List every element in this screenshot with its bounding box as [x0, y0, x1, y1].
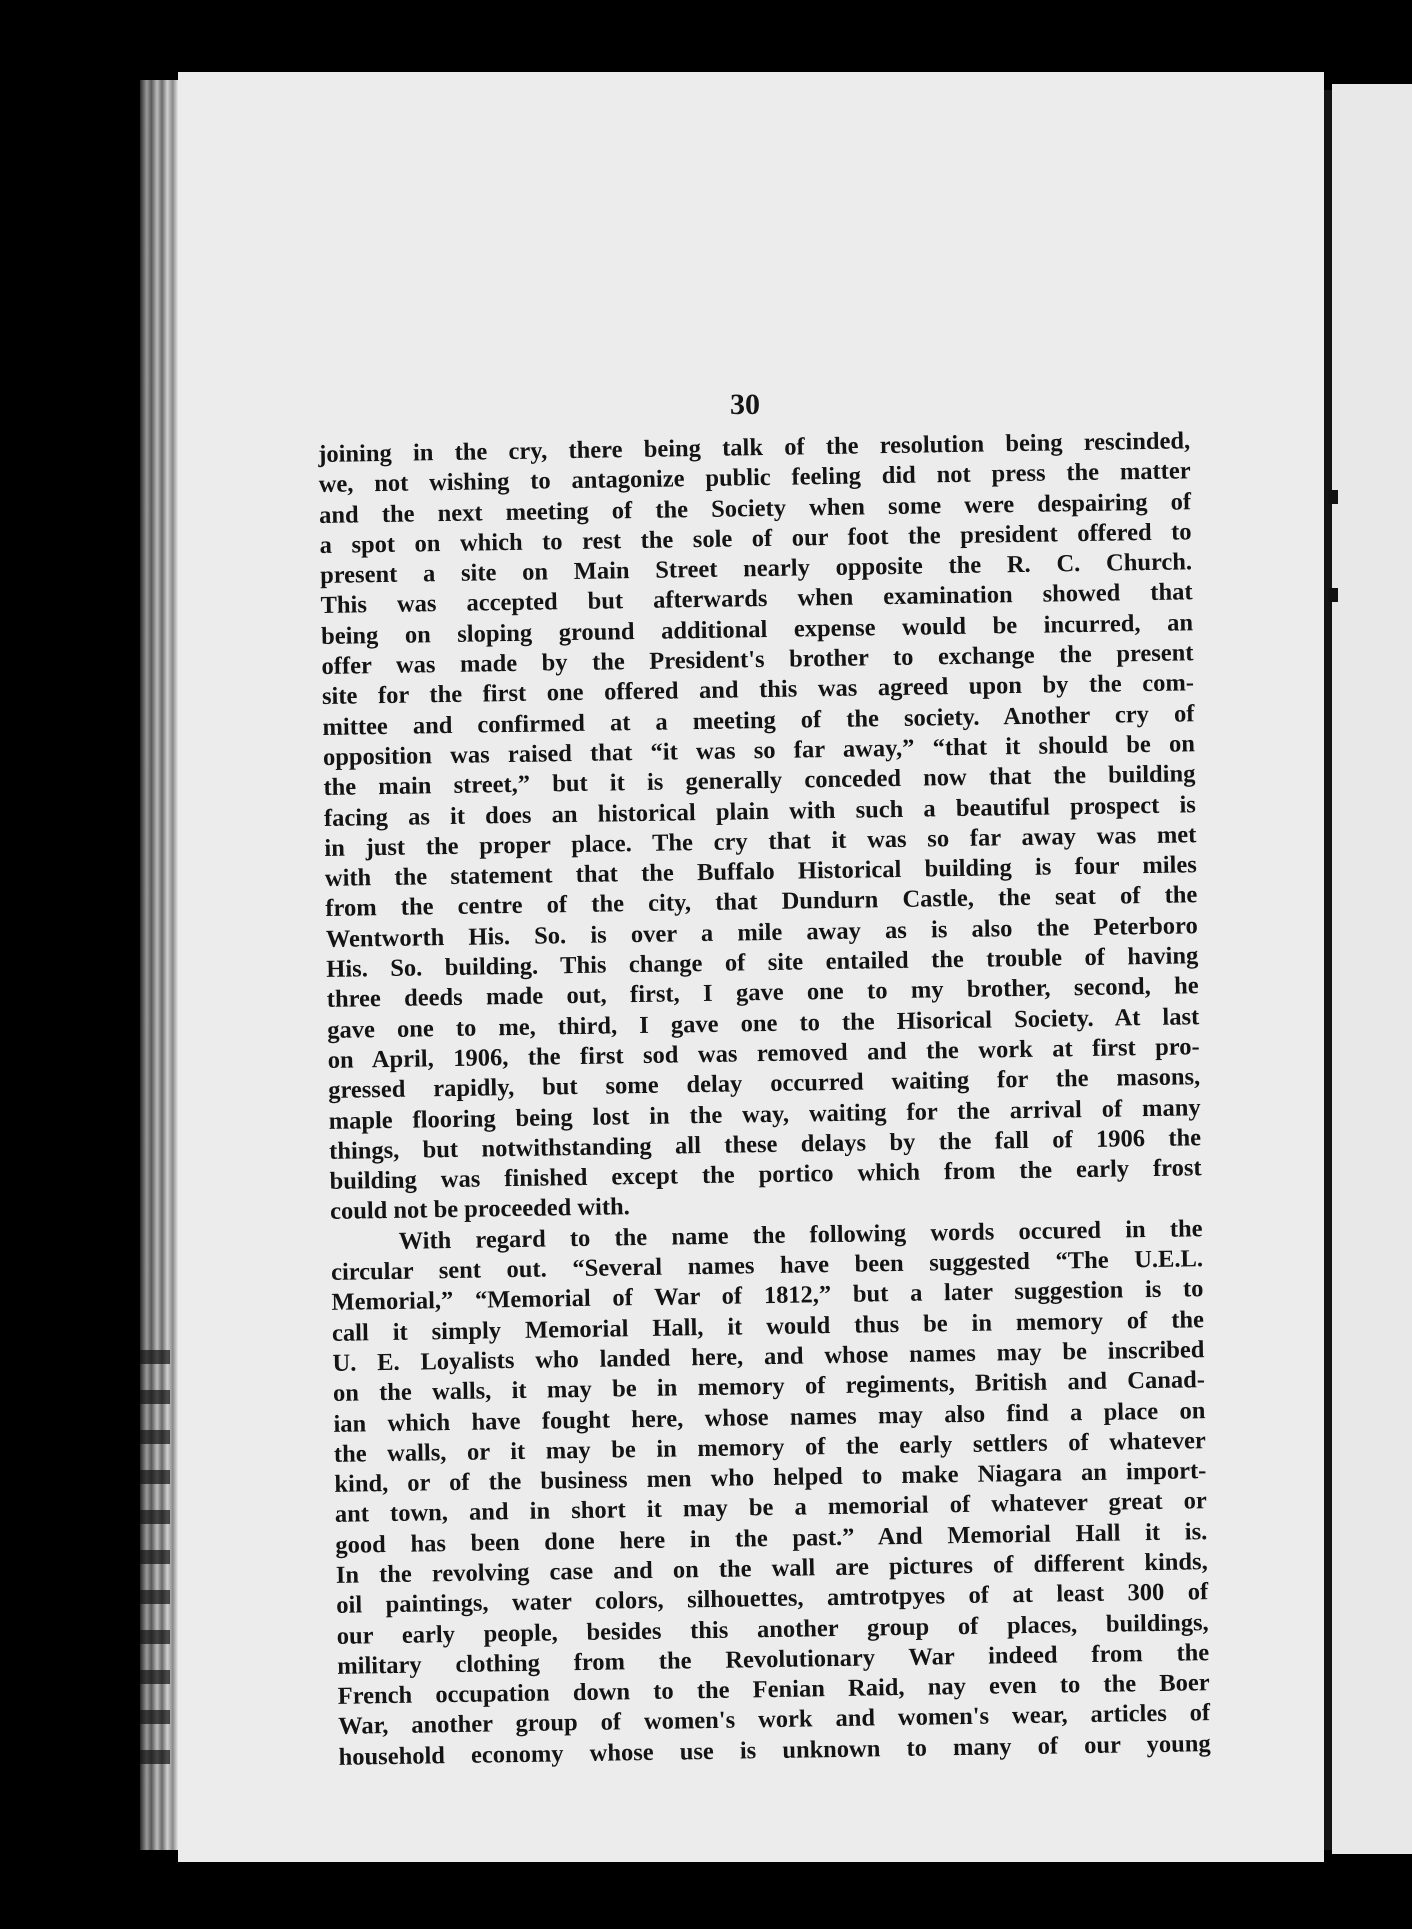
text-line: we, not wishing to antagonize public feeling did not press the matter [318, 457, 1191, 499]
text-line: on the walls, it may be in memory of regiments, British and Canad- [332, 1366, 1206, 1408]
text-line: our early people, besides this another group of places, buildings, [336, 1608, 1209, 1650]
text-line: present a site on Main Street nearly opposite the R. C. Church. [319, 548, 1193, 590]
text-line: building was finished except the portico which from the early frost [329, 1154, 1202, 1196]
text-line: the main street,” but it is generally conceded now that the building [323, 760, 1196, 802]
text-line: gave one to me, third, I gave one to the Hisorical Society. At last [327, 1002, 1200, 1044]
body-text [318, 426, 1211, 1773]
text-line: three deeds made out, first, I gave one to my brother, second, he [326, 972, 1199, 1014]
text-line: In the revolving case and on the wall are pictures of different kinds, [335, 1548, 1208, 1589]
text-line: Wentworth His. So. is over a mile away as is also the Peterboro [325, 911, 1198, 953]
text-line: could not be proceeded with. [329, 1193, 630, 1226]
text-line: good has been done here in the past.” And Memorial Hall it is. [335, 1517, 1208, 1559]
text-line: the walls, or it may be in memory of the early settlers of whatever [333, 1426, 1207, 1468]
text-line: and the next meeting of the Society when some were despairing of [318, 487, 1192, 529]
text-line: on April, 1906, the first sod was removed and the work at first pro- [327, 1033, 1200, 1074]
text-line: This was accepted but afterwards when examination showed that [320, 578, 1193, 620]
text-line: oil paintings, water colors, silhouettes, amtrotpyes of at least 300 of [336, 1578, 1209, 1620]
text-line: with the statement that the Buffalo Historical building is four miles [324, 851, 1197, 893]
binding-stitch-marks [140, 1350, 170, 1770]
text-line: joining in the cry, there being talk of the resolution being rescinded, [318, 427, 1191, 468]
text-line: War, another group of women's work and women's wear, articles of [338, 1699, 1211, 1741]
text-line: maple flooring being lost in the way, waiting for the arrival of many [328, 1093, 1201, 1135]
text-line: French occupation down to the Fenian Raid, nay even to the Boer [337, 1669, 1210, 1711]
text-line: a spot on which to rest the sole of our foot the president offered to [319, 518, 1192, 559]
text-line: call it simply Memorial Hall, it would thus be in memory of the [331, 1305, 1205, 1347]
text-line: kind, or of the business men who helped to make Niagara an import- [334, 1457, 1207, 1498]
text-line: facing as it does an historical plain with such a beautiful prospect is [323, 790, 1197, 832]
text-line: in just the proper place. The cry that it was so far away was met [324, 821, 1197, 862]
text-line: from the centre of the city, that Dundurn Castle, the seat of the [325, 881, 1198, 923]
text-line: opposition was raised that “it was so far away,” “that it should be on [322, 730, 1196, 771]
text-line: ian which have fought here, whose names may also find a place on [333, 1396, 1206, 1438]
text-line: offer was made by the President's brother to exchange the present [321, 639, 1194, 681]
text-line: mittee and confirmed at a meeting of the society. Another cry of [322, 699, 1195, 741]
facing-page-mark [1328, 588, 1338, 602]
text-line: gressed rapidly, but some delay occurred waiting for the masons, [328, 1063, 1201, 1105]
text-line: U. E. Loyalists who landed here, and whose names may be inscribed [332, 1336, 1205, 1377]
text-line: things, but notwithstanding all these delays by the fall of 1906 the [328, 1124, 1202, 1165]
page-gutter [1324, 90, 1332, 1850]
page-number: 30 [730, 388, 760, 421]
text-line: household economy whose use is unknown to many of our young [338, 1729, 1211, 1771]
text-line: military clothing from the Revolutionary War indeed from the [337, 1639, 1210, 1680]
text-line: With regard to the name the following words occured in the [398, 1214, 1203, 1255]
text-line: Memorial,” “Memorial of War of 1812,” but a later suggestion is to [331, 1275, 1204, 1317]
facing-page-mark [1328, 490, 1338, 504]
facing-page-edge [1332, 84, 1412, 1854]
text-line: His. So. building. This change of site entailed the trouble of having [326, 942, 1199, 983]
text-line: being on sloping ground additional expense would be incurred, an [320, 609, 1194, 650]
text-line: circular sent out. “Several names have been suggested “The U.E.L. [330, 1245, 1204, 1286]
text-line: site for the first one offered and this was agreed upon by the com- [321, 669, 1195, 711]
text-line: ant town, and in short it may be a memorial of whatever great or [334, 1487, 1207, 1529]
